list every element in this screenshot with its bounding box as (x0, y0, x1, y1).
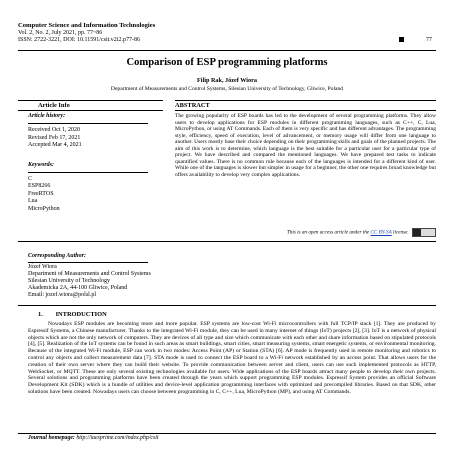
corresponding-department: Department of Measurements and Control Systems (28, 271, 151, 278)
corresponding-name: Józef Wiora (28, 264, 57, 271)
keywords-label: Keywords: (28, 161, 54, 168)
cc-license-badge-icon[interactable] (412, 228, 436, 237)
corresponding-author-rule (28, 262, 148, 263)
square-bullet-icon (399, 37, 404, 42)
article-history-label: Article history: (28, 113, 66, 119)
history-received: Received Oct 1, 2020 (28, 127, 80, 134)
keywords-list (28, 176, 148, 213)
journal-footer (28, 435, 158, 442)
paper-authors: Filip Rak, Józef Wiora (197, 77, 257, 84)
journal-header (18, 22, 436, 44)
footer-rule (18, 433, 436, 434)
keywords-rule (28, 172, 148, 173)
introduction-text: Nowadays ESP modules are becoming more and more popular. ESP systems are low-cost Wi-Fi microcontrollers with full TCP/IP stack [1]. They are produced by Espressif Systems, a Chinese manufacturer. Thanks to the integrated Wi-Fi module, they can be used in many internet of things (IoT) projects [2], [3]. IoT is a network of physical objects which are not the only network of computers. They are devices of all type and size which communicate with each other and share information based on stipulated protocols [4], [5]. Realization of the IoT systems can be found in such areas as smart buildings, smart cities, smart measuring systems, smart energetic systems, or environmental monitoring. Because of the integrated Wi-Fi module, ESP can work in two modes: Access Point (AP) or Station (STA) [6]. AP mode is frequently used in remote monitoring and robotics to control any objects and collect measurement data [7]. STA mode is used to connect the ESP board to a Wi-Fi network established by an access point. That allows users for the creation of their own server where they can build their website. To provide communication between server and client, users can use such implemented protocols as HTTP, WebSocket, or MQTT. These are only several existing technologies available for users. Wide applications of the ESP boards attract many people to develop their own projects. Several solutions and programming platforms have been created through the years which support programming ESP modules. Espressif System provides an official Software Development Kit (SDK) which is a bundle of utilities and device-level application programming interfaces with optimized and precompiled libraries. Based on that SDK, other solutions have been created. Nowadays users can choose between programming in C, C++, Lua, MicroPython (MP), and using AT Commands. (28, 321, 436, 395)
keyword-item: ESP8266 (28, 183, 51, 190)
keyword-item: FreeRTOS (28, 190, 54, 197)
article-info-rule-top (18, 100, 163, 101)
body-rule (18, 305, 436, 306)
keyword-item: Lua (28, 198, 38, 205)
abstract-heading: ABSTRACT (175, 102, 210, 109)
paper-title: Comparison of ESP programming platforms (126, 57, 328, 68)
journal-homepage-link[interactable]: http://iaesprime.com/index.php/csit (76, 435, 159, 441)
history-revised: Revised Feb 17, 2021 (28, 134, 81, 141)
corresponding-address: Akademicka 2A, 44-100 Gliwice, Poland (28, 285, 128, 292)
license-line (175, 228, 436, 237)
history-accepted: Accepted Mar 4, 2021 (28, 142, 82, 149)
corresponding-author-label: Corresponding Author: (28, 253, 86, 259)
header-rule (18, 50, 436, 51)
corresponding-university: Silesian University of Technology (28, 278, 110, 285)
abstract-text: The growing popularity of ESP boards has led to the development of several programming platforms. They allow users to develop applications for ESP modules in different programming languages, such as C++, C, Lua, MicroPython, or using AT Commands. Each of them is very specific and has different advantages. The programming style, efficiency, speed of execution, level of advancement, or memory usage will differ from one language to another. Users mostly base their choice depending on their programming skills and goals of the planned projects. The aim of this work is to determine, which language is the best suitable for a particular user for a particular type of project. We have described and compared the mentioned languages. We have prepared test tasks to indicate quantified values. There is no common rule because each of the languages is intended for a different kind of user. While one of the languages is slower but simpler in usage for a beginner, the other one requires broad knowledge but offers availability to develop very complex applications. (175, 113, 436, 178)
journal-volume: Vol. 2, No. 2, July 2021, pp. 77~86 (18, 29, 103, 36)
keyword-item: MicroPython (28, 205, 60, 212)
article-info-column (28, 113, 148, 213)
introduction-heading: 1. INTRODUCTION (38, 311, 107, 318)
section-rule (18, 241, 436, 242)
journal-issn-row (18, 37, 436, 44)
corresponding-author-block (28, 253, 178, 300)
abstract-rule-top (175, 100, 436, 101)
article-info-rule-bottom (18, 110, 163, 111)
article-history-rule (28, 123, 148, 124)
abstract-rule-bottom (175, 110, 436, 111)
license-prefix: This is an open access article under the (286, 229, 370, 236)
corresponding-email[interactable]: Email: jozef.wiora@polsl.pl (28, 292, 97, 299)
keyword-item: C (28, 176, 33, 183)
paper-affiliation: Department of Measurements and Control Systems, Silesian University of Technology, Gliwice, Poland (110, 86, 344, 92)
page-number: 77 (426, 36, 432, 43)
license-suffix: license. (393, 229, 409, 236)
journal-issn: ISSN: 2722-3221, DOI: 10.11591/csit.v2i2.p77-86 (18, 36, 140, 43)
journal-name: Computer Science and Information Technologies (18, 22, 156, 29)
page-number-block (399, 37, 432, 44)
article-info-heading: Article Info (38, 102, 70, 109)
license-link[interactable]: CC BY-SA (370, 229, 392, 236)
footer-label: Journal homepage: (28, 435, 75, 441)
